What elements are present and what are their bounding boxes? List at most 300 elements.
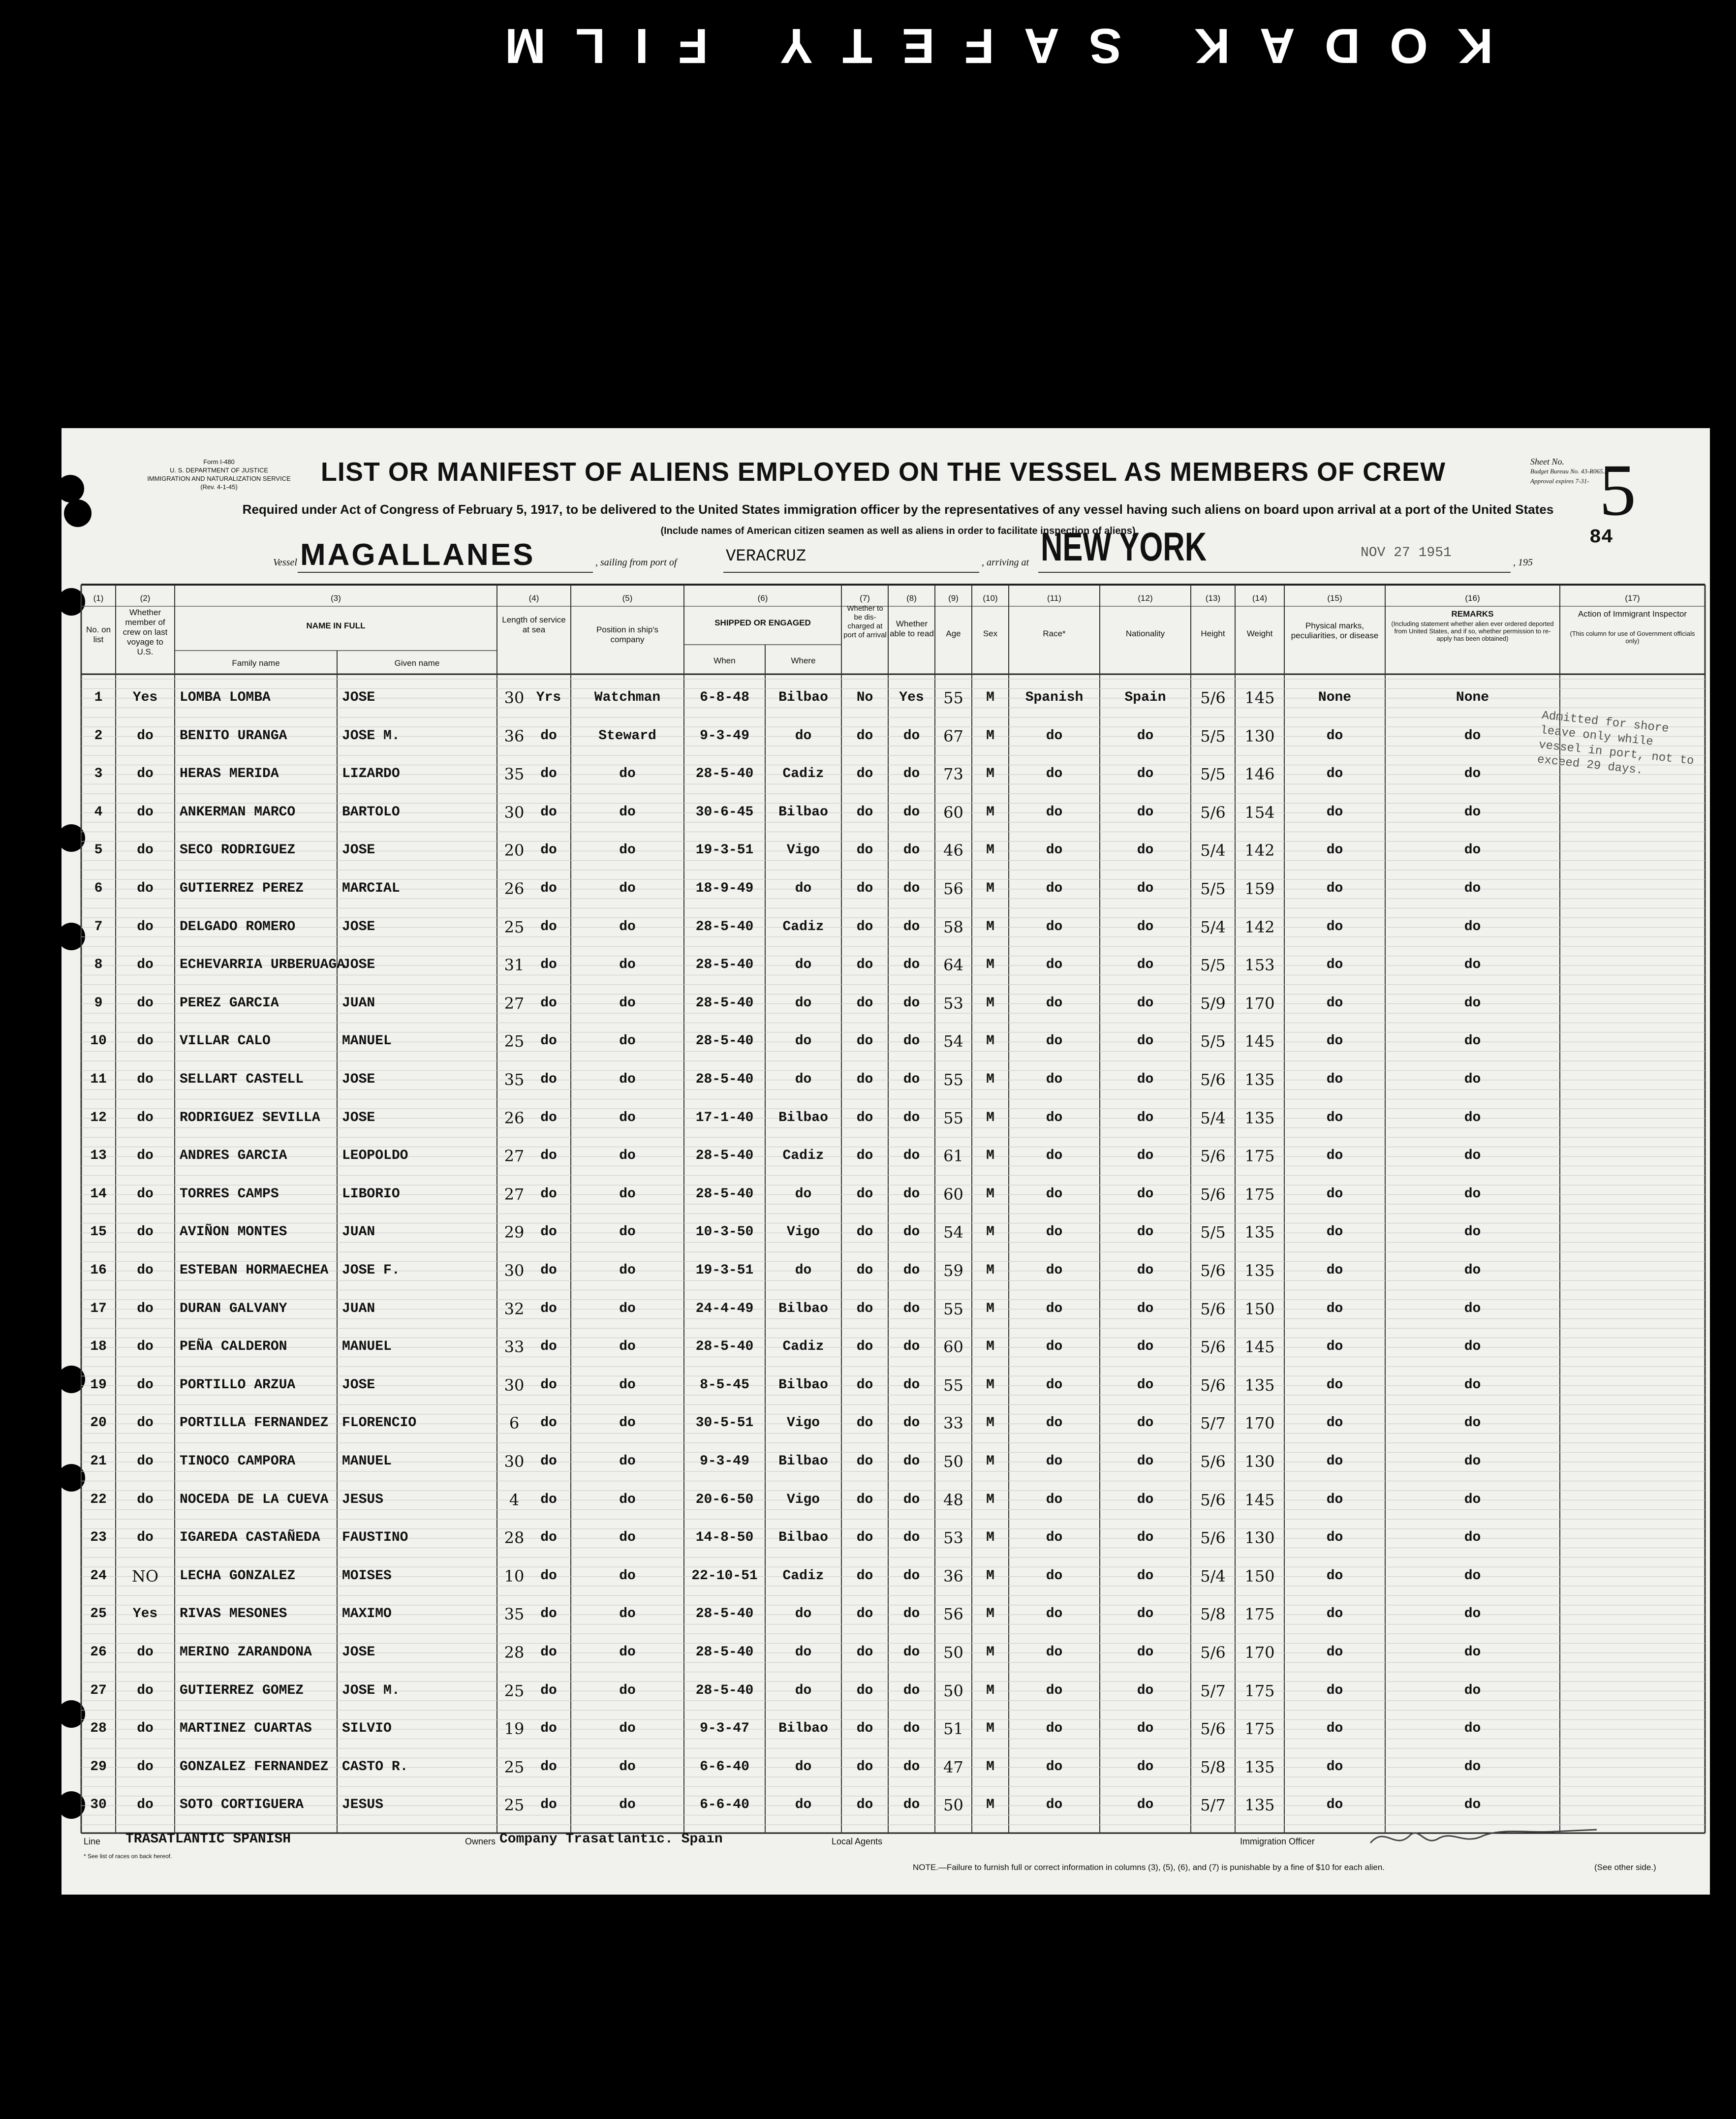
where-cell: Cadiz — [782, 766, 824, 782]
col-num-10: (10) — [983, 593, 998, 603]
col-header-shipped: SHIPPED OR ENGAGED — [714, 618, 811, 627]
family-name-cell: GUTIERREZ PEREZ — [180, 881, 304, 896]
col-num-12: (12) — [1138, 593, 1153, 603]
weight-cell: 145 — [1244, 1338, 1275, 1357]
where-cell: Bilbao — [778, 804, 828, 820]
age-cell: 60 — [943, 1338, 963, 1357]
discharged-cell: do — [856, 1263, 873, 1278]
where-cell: do — [795, 1797, 812, 1813]
weight-cell: 175 — [1244, 1147, 1275, 1166]
sex-cell: M — [986, 1492, 994, 1507]
race-cell: do — [1046, 1072, 1063, 1087]
sheet-number: 5 — [1599, 449, 1636, 531]
where-cell: do — [795, 1186, 812, 1202]
read-cell: do — [903, 1530, 920, 1546]
remarks-cell: do — [1464, 1606, 1481, 1622]
discharged-cell: do — [856, 957, 873, 973]
weight-cell: 175 — [1244, 1605, 1275, 1624]
where-cell: Bilbao — [778, 1454, 828, 1469]
remarks-cell: do — [1464, 995, 1481, 1011]
length-unit-cell: do — [540, 1683, 557, 1698]
row-number: 7 — [94, 919, 103, 935]
nationality-cell: do — [1137, 1415, 1154, 1431]
remarks-cell: do — [1464, 1339, 1481, 1355]
where-cell: Cadiz — [782, 1339, 824, 1355]
row-number: 19 — [90, 1377, 107, 1393]
when-cell: 28-5-40 — [695, 957, 754, 973]
vessel-label: Vessel — [273, 557, 297, 568]
last-voyage-cell: do — [137, 1645, 154, 1660]
length-unit-cell: do — [540, 728, 557, 744]
given-name-cell: JUAN — [342, 1224, 375, 1240]
race-cell: Spanish — [1025, 690, 1084, 705]
read-cell: do — [903, 1148, 920, 1164]
where-cell: do — [795, 1072, 812, 1087]
arrival-port: NEW YORK — [1041, 525, 1207, 569]
length-cell: 20 — [504, 841, 525, 860]
length-unit-cell: do — [540, 1072, 557, 1087]
col-header-family-name: Family name — [232, 658, 280, 668]
race-cell: do — [1046, 1263, 1063, 1278]
when-cell: 28-5-40 — [695, 766, 754, 782]
col-header-remarks-note: (Including statement whether alien ever ordered deported from United States, and if so, whether permission to re-apply has been obtained) — [1391, 620, 1554, 642]
race-cell: do — [1046, 919, 1063, 935]
length-unit-cell: do — [540, 919, 557, 935]
age-cell: 54 — [943, 1223, 963, 1242]
age-cell: 53 — [943, 994, 963, 1013]
discharged-cell: do — [856, 1568, 873, 1584]
remarks-cell: do — [1464, 842, 1481, 858]
approval-expiry: Approval expires 7-31- — [1530, 477, 1589, 485]
when-cell: 14-8-50 — [695, 1530, 754, 1546]
read-cell: do — [903, 995, 920, 1011]
row-number: 5 — [94, 842, 103, 858]
nationality-cell: do — [1137, 1186, 1154, 1202]
height-cell: 5/6 — [1200, 1643, 1226, 1662]
race-cell: do — [1046, 1454, 1063, 1469]
height-cell: 5/6 — [1200, 1719, 1226, 1739]
length-unit-cell: do — [540, 881, 557, 896]
nationality-cell: do — [1137, 1263, 1154, 1278]
discharged-cell: do — [856, 1224, 873, 1240]
row-number: 23 — [90, 1530, 107, 1546]
position-cell: do — [619, 1339, 636, 1355]
age-cell: 55 — [943, 1108, 963, 1127]
race-cell: do — [1046, 804, 1063, 820]
age-cell: 67 — [943, 726, 963, 746]
col-num-15: (15) — [1327, 593, 1342, 603]
position-cell: do — [619, 1492, 636, 1507]
weight-cell: 175 — [1244, 1184, 1275, 1204]
read-cell: do — [903, 1721, 920, 1737]
read-cell: do — [903, 1797, 920, 1813]
age-cell: 48 — [943, 1490, 963, 1509]
form-number: Form I-480 — [203, 458, 235, 466]
weight-cell: 145 — [1244, 688, 1275, 707]
weight-cell: 135 — [1244, 1757, 1275, 1776]
length-unit-cell: do — [540, 1415, 557, 1431]
sex-cell: M — [986, 1339, 994, 1355]
height-cell: 5/5 — [1200, 765, 1226, 784]
race-cell: do — [1046, 957, 1063, 973]
position-cell: do — [619, 1415, 636, 1431]
last-voyage-cell: do — [137, 1721, 154, 1737]
discharged-cell: do — [856, 1301, 873, 1316]
family-name-cell: IGAREDA CASTAÑEDA — [180, 1530, 320, 1546]
remarks-cell: do — [1464, 881, 1481, 896]
where-cell: do — [795, 1606, 812, 1622]
family-name-cell: NOCEDA DE LA CUEVA — [180, 1492, 329, 1507]
when-cell: 28-5-40 — [695, 1606, 754, 1622]
family-name-cell: TINOCO CAMPORA — [180, 1454, 296, 1469]
position-cell: Watchman — [594, 690, 661, 705]
immigration-officer-label: Immigration Officer — [1240, 1837, 1315, 1846]
position-cell: do — [619, 1606, 636, 1622]
length-unit-cell: do — [540, 1721, 557, 1737]
where-cell: Bilbao — [778, 1110, 828, 1125]
height-cell: 5/6 — [1200, 1070, 1226, 1089]
position-cell: do — [619, 1797, 636, 1813]
race-cell: do — [1046, 1683, 1063, 1698]
read-cell: Yes — [899, 690, 924, 705]
col-header-name: NAME IN FULL — [306, 621, 366, 630]
race-cell: do — [1046, 1645, 1063, 1660]
weight-cell: 159 — [1244, 879, 1275, 898]
nationality-cell: do — [1137, 1568, 1154, 1584]
age-cell: 50 — [943, 1452, 963, 1471]
length-unit-cell: do — [540, 1224, 557, 1240]
col-num-1: (1) — [93, 593, 104, 603]
length-cell: 19 — [504, 1719, 525, 1739]
last-voyage-cell: do — [137, 842, 154, 858]
remarks-cell: do — [1464, 1530, 1481, 1546]
col-num-11: (11) — [1047, 593, 1061, 603]
age-cell: 51 — [943, 1719, 963, 1739]
discharged-cell: do — [856, 1033, 873, 1049]
physical-cell: do — [1326, 1530, 1343, 1546]
position-cell: do — [619, 1568, 636, 1584]
col-num-16: (16) — [1465, 593, 1480, 603]
where-cell: do — [795, 957, 812, 973]
when-cell: 28-5-40 — [695, 1683, 754, 1698]
family-name-cell: BENITO URANGA — [180, 728, 287, 744]
sex-cell: M — [986, 1033, 994, 1049]
document-subtitle-note: (Include names of American citizen seamen as well as aliens in order to facilitate inspection of aliens) — [660, 526, 1136, 536]
family-name-cell: ECHEVARRIA URBERUAGA — [180, 957, 345, 973]
given-name-cell: LIBORIO — [342, 1186, 400, 1202]
row-number: 16 — [90, 1263, 107, 1278]
col-header-physical: Physical marks, peculiarities, or disease — [1291, 621, 1379, 640]
age-cell: 33 — [943, 1414, 963, 1433]
length-cell: 4 — [509, 1490, 520, 1509]
sheet-stamp-number: 84 — [1589, 527, 1613, 549]
nationality-cell: do — [1137, 1606, 1154, 1622]
departure-port: VERACRUZ — [726, 547, 806, 566]
line-value: TRASATLANTIC SPANISH — [125, 1832, 291, 1847]
weight-cell: 170 — [1244, 994, 1275, 1013]
height-cell: 5/7 — [1200, 1796, 1226, 1815]
given-name-cell: LIZARDO — [342, 766, 400, 782]
col-header-action-note: (This column for use of Government officials only) — [1570, 630, 1695, 645]
weight-cell: 142 — [1244, 917, 1275, 936]
where-cell: Cadiz — [782, 1568, 824, 1584]
height-cell: 5/4 — [1200, 917, 1226, 936]
given-name-cell: JOSE F. — [342, 1263, 400, 1278]
remarks-cell: do — [1464, 1721, 1481, 1737]
race-cell: do — [1046, 1606, 1063, 1622]
family-name-cell: PEÑA CALDERON — [180, 1339, 287, 1355]
col-num-17: (17) — [1625, 593, 1640, 603]
read-cell: do — [903, 1339, 920, 1355]
sex-cell: M — [986, 1530, 994, 1546]
col-header-remarks: REMARKS — [1451, 609, 1494, 619]
nationality-cell: do — [1137, 1492, 1154, 1507]
where-cell: Cadiz — [782, 919, 824, 935]
read-cell: do — [903, 766, 920, 782]
weight-cell: 170 — [1244, 1643, 1275, 1662]
length-cell: 30 — [504, 688, 525, 707]
nationality-cell: do — [1137, 919, 1154, 935]
weight-cell: 142 — [1244, 841, 1275, 860]
length-cell: 25 — [504, 917, 525, 936]
position-cell: do — [619, 957, 636, 973]
given-name-cell: BARTOLO — [342, 804, 400, 820]
given-name-cell: JOSE — [342, 957, 375, 973]
position-cell: do — [619, 1186, 636, 1202]
sex-cell: M — [986, 1224, 994, 1240]
sex-cell: M — [986, 1454, 994, 1469]
nationality-cell: do — [1137, 1454, 1154, 1469]
given-name-cell: JOSE — [342, 1110, 375, 1125]
length-cell: 26 — [504, 1108, 525, 1127]
position-cell: do — [619, 1110, 636, 1125]
height-cell: 5/8 — [1200, 1605, 1226, 1624]
race-cell: do — [1046, 1110, 1063, 1125]
given-name-cell: JOSE — [342, 1377, 375, 1393]
physical-cell: do — [1326, 1759, 1343, 1775]
last-voyage-cell: NO — [131, 1566, 159, 1586]
height-cell: 5/7 — [1200, 1414, 1226, 1433]
height-cell: 5/6 — [1200, 1452, 1226, 1471]
row-number: 22 — [90, 1492, 107, 1507]
last-voyage-cell: do — [137, 1683, 154, 1698]
col-header-where: Where — [791, 656, 816, 665]
height-cell: 5/6 — [1200, 1147, 1226, 1166]
remarks-cell: do — [1464, 1415, 1481, 1431]
sex-cell: M — [986, 1072, 994, 1087]
family-name-cell: LECHA GONZALEZ — [180, 1568, 296, 1584]
last-voyage-cell: do — [137, 1148, 154, 1164]
race-cell: do — [1046, 1339, 1063, 1355]
age-cell: 55 — [943, 1375, 963, 1395]
family-name-cell: PEREZ GARCIA — [180, 995, 279, 1011]
row-number: 14 — [90, 1186, 107, 1202]
last-voyage-cell: do — [137, 1530, 154, 1546]
read-cell: do — [903, 842, 920, 858]
read-cell: do — [903, 1377, 920, 1393]
nationality-cell: Spain — [1124, 690, 1166, 705]
given-name-cell: SILVIO — [342, 1721, 392, 1737]
length-cell: 30 — [504, 1452, 525, 1471]
family-name-cell: MERINO ZARANDONA — [180, 1645, 312, 1660]
height-cell: 5/8 — [1200, 1757, 1226, 1776]
remarks-cell: do — [1464, 1492, 1481, 1507]
length-unit-cell: do — [540, 804, 557, 820]
length-unit-cell: do — [540, 1033, 557, 1049]
height-cell: 5/7 — [1200, 1681, 1226, 1700]
last-voyage-cell: do — [137, 728, 154, 744]
when-cell: 28-5-40 — [695, 1148, 754, 1164]
physical-cell: do — [1326, 881, 1343, 896]
length-cell: 35 — [504, 765, 525, 784]
when-cell: 9-3-49 — [700, 1454, 749, 1469]
remarks-cell: do — [1464, 1454, 1481, 1469]
weight-cell: 170 — [1244, 1414, 1275, 1433]
length-unit-cell: do — [540, 995, 557, 1011]
shore-leave-stamp: Admitted for shore leave only while vessel in port, not to exceed 29 days. — [1536, 709, 1695, 778]
document-subtitle: Required under Act of Congress of February 5, 1917, to be delivered to the United States immigration officer by the representatives of any vessel having such aliens on board upon arrival at a port of the United States — [242, 502, 1554, 517]
position-cell: do — [619, 1530, 636, 1546]
last-voyage-cell: do — [137, 919, 154, 935]
nationality-cell: do — [1137, 1721, 1154, 1737]
last-voyage-cell: do — [137, 1492, 154, 1507]
when-cell: 28-5-40 — [695, 995, 754, 1011]
discharged-cell: do — [856, 1683, 873, 1698]
length-unit-cell: do — [540, 1606, 557, 1622]
col-num-13: (13) — [1205, 593, 1221, 603]
race-cell: do — [1046, 1186, 1063, 1202]
where-cell: Bilbao — [778, 1377, 828, 1393]
sex-cell: M — [986, 842, 994, 858]
vessel-name: MAGALLANES — [300, 538, 535, 572]
when-cell: 28-5-40 — [695, 1072, 754, 1087]
race-cell: do — [1046, 1721, 1063, 1737]
where-cell: do — [795, 1759, 812, 1775]
physical-cell: do — [1326, 1797, 1343, 1813]
nationality-cell: do — [1137, 766, 1154, 782]
weight-cell: 146 — [1244, 765, 1275, 784]
nationality-cell: do — [1137, 881, 1154, 896]
age-cell: 58 — [943, 917, 963, 936]
weight-cell: 145 — [1244, 1032, 1275, 1051]
weight-cell: 154 — [1244, 803, 1275, 822]
race-cell: do — [1046, 1797, 1063, 1813]
weight-cell: 130 — [1244, 1528, 1275, 1548]
discharged-cell: do — [856, 881, 873, 896]
document-title: LIST OR MANIFEST OF ALIENS EMPLOYED ON THE VESSEL AS MEMBERS OF CREW — [320, 457, 1446, 487]
given-name-cell: CASTO R. — [342, 1759, 408, 1775]
given-name-cell: JOSE — [342, 1645, 375, 1660]
when-cell: 19-3-51 — [695, 842, 754, 858]
col-header-nationality: Nationality — [1125, 629, 1165, 638]
last-voyage-cell: do — [137, 1186, 154, 1202]
row-number: 10 — [90, 1033, 107, 1049]
where-cell: do — [795, 728, 812, 744]
row-number: 4 — [94, 804, 103, 820]
remarks-cell: do — [1464, 1033, 1481, 1049]
height-cell: 5/6 — [1200, 688, 1226, 707]
given-name-cell: MARCIAL — [342, 881, 400, 896]
col-header-position: Position in ship's company — [596, 625, 659, 644]
race-cell: do — [1046, 1568, 1063, 1584]
length-cell: 28 — [504, 1643, 525, 1662]
family-name-cell: DELGADO ROMERO — [180, 919, 296, 935]
remarks-cell: do — [1464, 1301, 1481, 1316]
nationality-cell: do — [1137, 842, 1154, 858]
last-voyage-cell: do — [137, 1301, 154, 1316]
remarks-cell: do — [1464, 766, 1481, 782]
where-cell: Vigo — [786, 1492, 820, 1507]
penalty-note: NOTE.—Failure to furnish full or correct information in columns (3), (5), (6), and (7) is punishable by a fine of $10 for each alien. — [913, 1863, 1385, 1872]
last-voyage-cell: do — [137, 1339, 154, 1355]
length-unit-cell: do — [540, 957, 557, 973]
budget-bureau: Budget Bureau No. 43-R065.3. — [1530, 467, 1610, 475]
physical-cell: do — [1326, 1492, 1343, 1507]
row-number: 24 — [90, 1568, 107, 1584]
length-cell: 28 — [504, 1528, 525, 1548]
read-cell: do — [903, 1263, 920, 1278]
row-number: 3 — [94, 766, 103, 782]
nationality-cell: do — [1137, 1072, 1154, 1087]
discharged-cell: do — [856, 1797, 873, 1813]
position-cell: do — [619, 1454, 636, 1469]
read-cell: do — [903, 957, 920, 973]
physical-cell: do — [1326, 1033, 1343, 1049]
family-name-cell: PORTILLO ARZUA — [180, 1377, 296, 1393]
given-name-cell: JESUS — [342, 1492, 384, 1507]
last-voyage-cell: do — [137, 766, 154, 782]
read-cell: do — [903, 919, 920, 935]
family-name-cell: ESTEBAN HORMAECHEA — [180, 1263, 329, 1278]
given-name-cell: JOSE — [342, 919, 375, 935]
last-voyage-cell: do — [137, 1224, 154, 1240]
nationality-cell: do — [1137, 1110, 1154, 1125]
when-cell: 9-3-49 — [700, 728, 749, 744]
nationality-cell: do — [1137, 804, 1154, 820]
family-name-cell: ANDRES GARCIA — [180, 1148, 287, 1164]
when-cell: 10-3-50 — [695, 1224, 754, 1240]
sex-cell: M — [986, 1797, 994, 1813]
last-voyage-cell: do — [137, 1797, 154, 1813]
row-number: 9 — [94, 995, 103, 1011]
sex-cell: M — [986, 1645, 994, 1660]
age-cell: 55 — [943, 688, 963, 707]
line-label: Line — [84, 1837, 101, 1846]
given-name-cell: LEOPOLDO — [342, 1148, 408, 1164]
read-cell: do — [903, 1606, 920, 1622]
physical-cell: do — [1326, 1415, 1343, 1431]
remarks-cell: do — [1464, 957, 1481, 973]
physical-cell: do — [1326, 1072, 1343, 1087]
length-unit-cell: do — [540, 1301, 557, 1316]
row-number: 15 — [90, 1224, 107, 1240]
last-voyage-cell: do — [137, 1377, 154, 1393]
length-unit-cell: do — [540, 1110, 557, 1125]
when-cell: 6-6-40 — [700, 1797, 749, 1813]
sex-cell: M — [986, 1759, 994, 1775]
length-unit-cell: do — [540, 1645, 557, 1660]
discharged-cell: do — [856, 728, 873, 744]
nationality-cell: do — [1137, 1530, 1154, 1546]
when-cell: 9-3-47 — [700, 1721, 749, 1737]
where-cell: do — [795, 1263, 812, 1278]
col-header-height: Height — [1201, 629, 1225, 638]
age-cell: 36 — [943, 1566, 963, 1586]
sex-cell: M — [986, 1683, 994, 1698]
family-name-cell: AVIÑON MONTES — [180, 1224, 287, 1240]
length-cell: 35 — [504, 1605, 525, 1624]
family-name-cell: VILLAR CALO — [180, 1033, 271, 1049]
